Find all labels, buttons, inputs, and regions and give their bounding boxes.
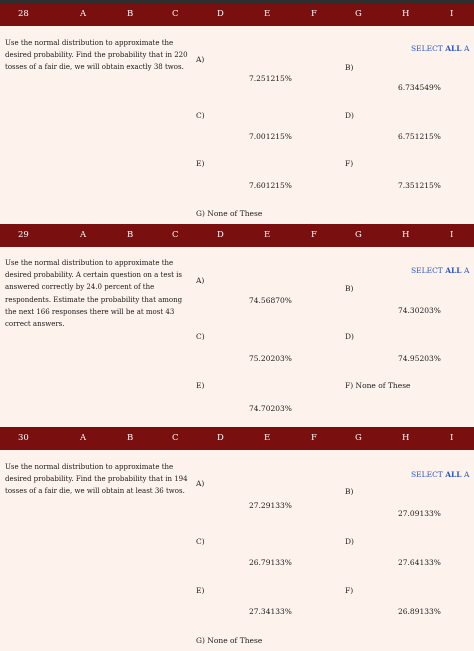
column-d-header: D (217, 230, 224, 240)
column-a-header: A (80, 9, 87, 19)
select-all-prefix: SELECT (411, 44, 443, 53)
question-text: Use the normal distribution to approximate the desired probability. Find the probability that in 194 tosses of a fair die, we will obtain at least 36 twos. (5, 463, 188, 496)
column-a-header: A (80, 433, 87, 443)
column-d-header: D (217, 9, 224, 19)
option-c-label[interactable]: C) (196, 332, 205, 341)
column-f-header: F (311, 230, 317, 240)
column-h-header: H (402, 9, 410, 19)
option-b-label[interactable]: B) (345, 284, 354, 293)
option-a-value[interactable]: 27.29133% (249, 501, 292, 510)
select-all-link[interactable] (411, 44, 469, 53)
option-e-label[interactable]: E) (196, 159, 205, 168)
column-e-header: E (264, 230, 271, 240)
option-a-value[interactable]: 74.56870% (249, 296, 292, 305)
question-block-28 (0, 3, 474, 223)
option-f-value[interactable]: 7.351215% (398, 181, 441, 190)
select-all-bold: ALL (445, 470, 462, 479)
select-all-prefix: SELECT (411, 470, 443, 479)
option-e-value[interactable]: 74.70203% (249, 404, 292, 413)
question-number: 29 (18, 230, 29, 240)
option-e-label[interactable]: E) (196, 586, 205, 595)
option-e-label[interactable]: E) (196, 381, 205, 390)
option-c-label[interactable]: C) (196, 111, 205, 120)
select-all-link[interactable] (411, 470, 469, 479)
select-all-bold: ALL (445, 44, 462, 53)
option-d-value[interactable]: 6.751215% (398, 132, 441, 141)
option-e-value[interactable]: 27.34133% (249, 607, 292, 616)
option-d-value[interactable]: 27.64133% (398, 558, 441, 567)
question-header (0, 3, 474, 26)
column-g-header: G (355, 230, 362, 240)
column-e-header: E (264, 9, 271, 19)
column-h-header: H (402, 230, 410, 240)
select-all-suffix: A (463, 470, 470, 479)
option-a-label[interactable]: A) (196, 276, 205, 285)
option-b-value[interactable]: 74.30203% (398, 306, 441, 315)
question-number: 30 (18, 433, 29, 443)
column-f-header: F (311, 433, 317, 443)
column-b-header: B (127, 433, 134, 443)
option-b-label[interactable]: B) (345, 63, 354, 72)
option-none[interactable]: F) None of These (345, 381, 411, 390)
option-d-value[interactable]: 74.95203% (398, 354, 441, 363)
column-a-header: A (80, 230, 87, 240)
option-c-value[interactable]: 7.001215% (249, 132, 292, 141)
column-c-header: C (172, 230, 179, 240)
column-e-header: E (264, 433, 271, 443)
question-text: Use the normal distribution to approximate the desired probability. A certain question on a test is answered correctly by 24.0 percent of the respondents. Estimate the probability that among the next 166 responses there will be at most 43 correct answers. (5, 259, 183, 329)
column-c-header: C (172, 9, 179, 19)
option-c-value[interactable]: 26.79133% (249, 558, 292, 567)
option-d-label[interactable]: D) (345, 111, 354, 120)
option-b-value[interactable]: 6.734549% (398, 83, 441, 92)
option-none[interactable]: G) None of These (196, 636, 263, 645)
select-all-link[interactable] (411, 266, 469, 275)
option-none[interactable]: G) None of These (196, 209, 263, 218)
question-block-29 (0, 224, 474, 424)
option-a-label[interactable]: A) (196, 479, 205, 488)
column-b-header: B (127, 9, 134, 19)
option-c-value[interactable]: 75.20203% (249, 354, 292, 363)
option-b-label[interactable]: B) (345, 487, 354, 496)
column-g-header: G (355, 433, 362, 443)
option-b-value[interactable]: 27.09133% (398, 509, 441, 518)
question-block-30 (0, 427, 474, 651)
question-header (0, 224, 474, 247)
option-f-label[interactable]: F) (345, 586, 354, 595)
select-all-prefix: SELECT (411, 266, 443, 275)
column-i-header: I (450, 230, 454, 240)
column-f-header: F (311, 9, 317, 19)
column-g-header: G (355, 9, 362, 19)
option-c-label[interactable]: C) (196, 537, 205, 546)
option-a-value[interactable]: 7.251215% (249, 74, 292, 83)
option-e-value[interactable]: 7.601215% (249, 181, 292, 190)
option-a-label[interactable]: A) (196, 55, 205, 64)
option-f-value[interactable]: 26.89133% (398, 607, 441, 616)
question-header (0, 427, 474, 450)
select-all-suffix: A (463, 266, 470, 275)
column-i-header: I (450, 433, 454, 443)
option-d-label[interactable]: D) (345, 332, 354, 341)
option-d-label[interactable]: D) (345, 537, 354, 546)
option-f-label[interactable]: F) (345, 159, 354, 168)
column-d-header: D (217, 433, 224, 443)
column-c-header: C (172, 433, 179, 443)
question-text: Use the normal distribution to approximate the desired probability. Find the probability that in 220 tosses of a fair die, we will obtain exactly 38 twos. (5, 39, 188, 72)
select-all-suffix: A (463, 44, 470, 53)
column-h-header: H (402, 433, 410, 443)
select-all-bold: ALL (445, 266, 462, 275)
column-b-header: B (127, 230, 134, 240)
column-i-header: I (450, 9, 454, 19)
question-number: 28 (18, 9, 29, 19)
